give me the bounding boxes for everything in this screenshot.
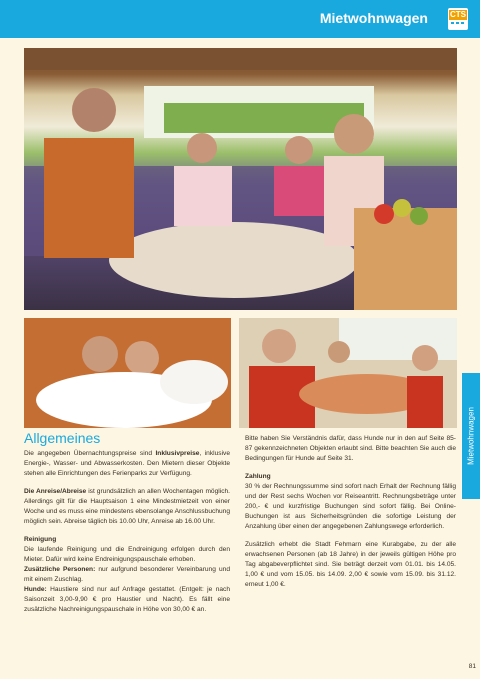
main-photo	[24, 48, 457, 310]
arrival-text: ist grundsätzlich an allen Wochentagen möglich. Allerdings gilt für die Hauptsaison 1 eine Mindestmietzeit von einer Woche und es muss eine mindestens ebensolange Anschlussbuchung möglich sein. Abreise täglich bis 10.00 Uhr, Anreise ab 16.00 Uhr.	[24, 488, 230, 525]
cleaning-paragraph: Die laufende Reinigung und die Endreinigung erfolgen durch den Mieter. Dafür wird keine Endreinigungspauschale erhoben.	[24, 546, 230, 563]
intro-paragraph	[24, 449, 230, 479]
dogs-note: Bitte haben Sie Verständnis dafür, dass Hunde nur in den auf Seite 85-87 gekennzeichneten Objekten erlaubt sind. Bitte beachten Sie auch die Bedingungen für Hunde auf Seite 31.	[245, 435, 456, 462]
extra-persons-paragraph	[24, 565, 230, 585]
cts-logo	[448, 8, 468, 30]
header-title: Mietwohnwagen	[319, 10, 428, 26]
girls-bed-illustration	[24, 318, 231, 428]
right-column	[245, 434, 456, 598]
section-heading: Allgemeines	[24, 430, 101, 446]
intro-part1: Die angegeben Übernachtungspreise sind	[24, 450, 156, 457]
arrival-paragraph	[24, 487, 230, 527]
payment-heading: Zahlung	[245, 473, 271, 480]
intro-bold: Inklusivpreise	[155, 450, 200, 457]
main-photo-illustration	[24, 48, 457, 310]
logo-dots	[451, 22, 465, 24]
family-table-photo	[239, 318, 457, 428]
tax-paragraph: Zusätzlich erhebt die Stadt Fehmarn eine Kurabgabe, zu der alle erwachsenen Personen (ab 18 Jahre) in der jeweils gültigen Höhe pro Tag abgabeverpflichtet sind. Sie beträgt derzeit vom 01.01. bis 14.05. 1,00 € und vom 15.05. bis 14.09. 2,00 € sowie vom 15.09. bis 31.12. erneut 1,00 €.	[245, 541, 456, 588]
side-tab	[462, 373, 480, 499]
arrival-label: Die Anreise/Abreise	[24, 488, 87, 495]
extra-label: Zusätzliche Personen:	[24, 566, 96, 573]
pets-paragraph	[24, 585, 230, 615]
family-table-illustration	[239, 318, 457, 428]
extra-text: nur aufgrund besonderer Vereinbarung und mit einem Zuschlag.	[24, 566, 230, 583]
payment-paragraph: 30 % der Rechnungssumme sind sofort nach Erhalt der Rechnung fällig und der Rest sechs Wochen vor Reiseantritt. Rechnungsbeträge unter 200,- € und kurzfristige Buchungen sind sofort fällig. Bei Online-Buchungen ist aus Sicherheitsgründen die sofortige Leistung der Anzahlung über einen der angegebenen Zahlungswege erforderlich.	[245, 483, 456, 530]
logo-text: CTS	[450, 10, 466, 19]
intro-part2: , inklusive Energie-, Wasser- und Abwasserkosten. Den Mietern dieser Objekte stehen alle Einrichtungen des Ferienparks zur Verfügung.	[24, 450, 230, 477]
girls-bed-photo	[24, 318, 231, 428]
left-column	[24, 430, 230, 623]
page-number: 81	[468, 663, 476, 670]
pets-label: Hunde:	[24, 586, 47, 593]
cleaning-heading: Reinigung	[24, 536, 57, 543]
pets-text: Haustiere sind nur auf Anfrage gestattet. (Entgelt: je nach Saisonzeit 3,00-9,90 € pro Haustier und Nacht). Es fällt eine zusätzliche Nachreinigungspauschale in Höhe von 30,00 € an.	[24, 586, 230, 613]
side-tab-label: Mietwohnwagen	[466, 407, 476, 465]
page-header	[0, 0, 480, 38]
